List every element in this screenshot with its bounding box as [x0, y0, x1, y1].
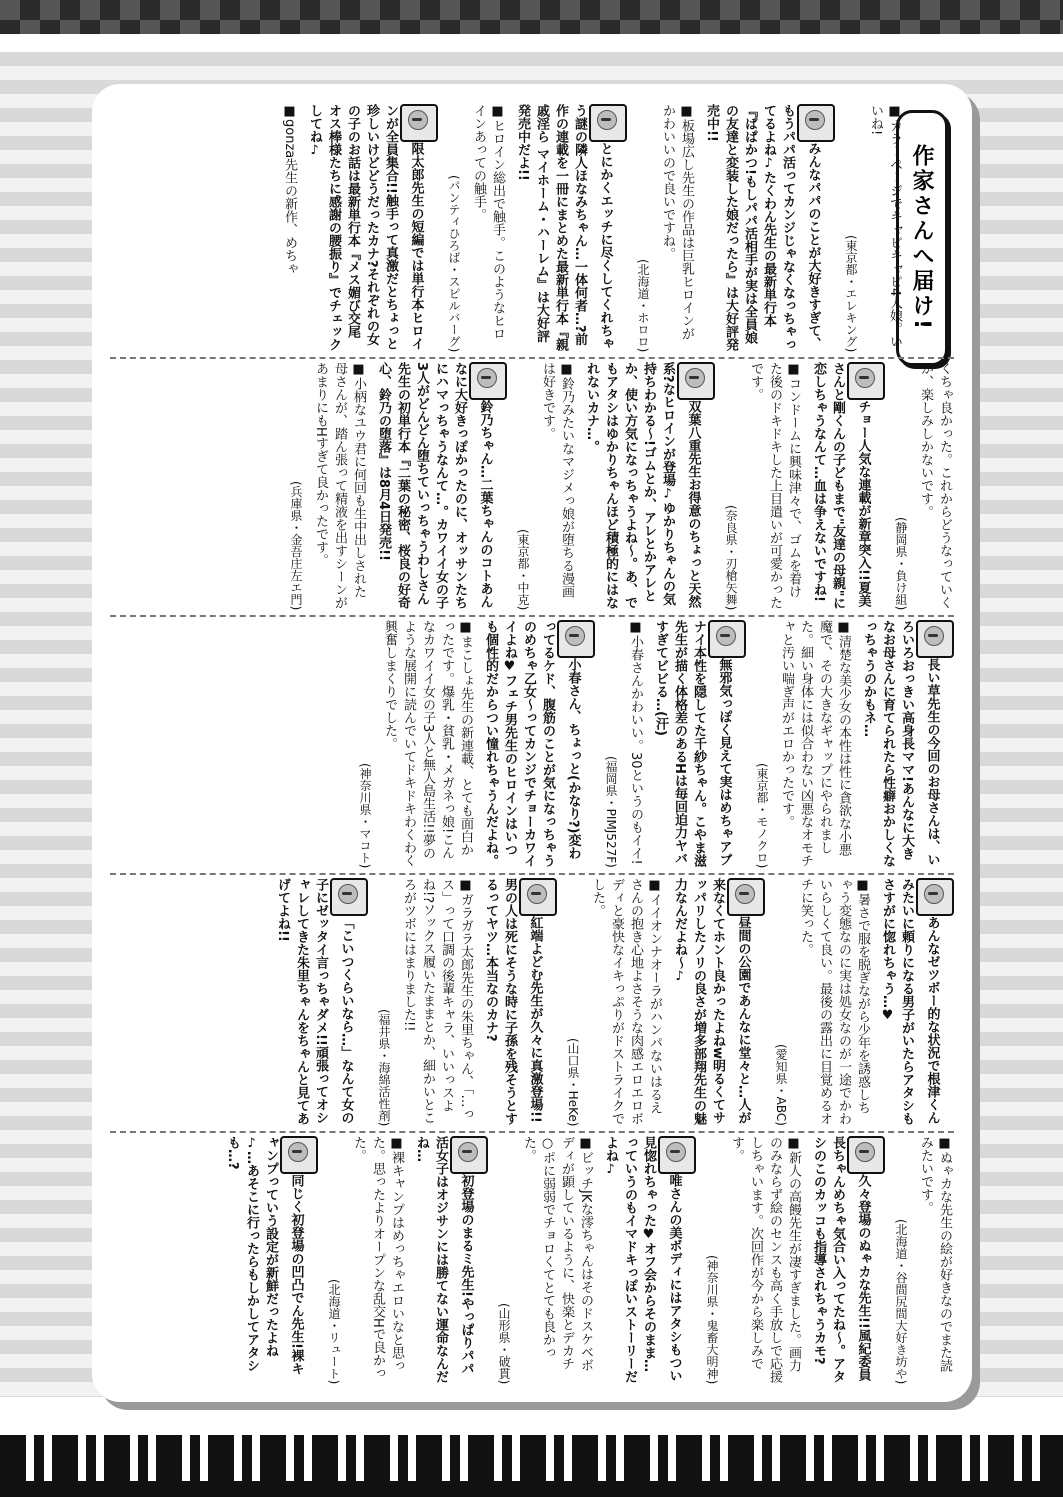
reply-text: みんなパパのことが大好きすぎて、もうパパ活ってカンジじゃなくなっちゃってるよね♪たくわん先生の最新単行本『ぱぱかつ!もしパパ活相手が実は全員娘の友達と変装した娘だったら』は大好評発売中!!: [704, 104, 821, 351]
reader-letter: ■暑さで服を脱ぎながら少年を誘惑しちゃう変態なのに実は処女なのが一途でかわいらしくて良い。最後の露出に目覚めるオチに笑った。: [798, 878, 870, 1125]
reply-text: 紅端よどむ先生が久々に真激登場!!男の人は死にそうな時に子孫を残そうとするってヤツ…本当なのカナ?: [483, 878, 543, 1125]
reader-letter: ■裸キャンプはめっちゃエロいなと思った。思ったよりオープンな乱交Hで良かった。: [351, 1136, 404, 1380]
reader-letter: くちゃ良かった。これからどうなっていくか、楽しみしかないです。: [918, 362, 952, 609]
reader-letter: ■ガラガラ太郎先生の朱里ちゃん、「…っス」って口調の後輩キャラ、いいっスよね!?ソックス履いたままとか、細かいところがツボにはまりました!!: [401, 878, 473, 1125]
mascot-avatar-icon: [400, 104, 438, 142]
author-reply: [481, 620, 595, 868]
letter-signature: (東京都・エレキング): [844, 234, 858, 352]
mascot-avatar-icon: [589, 104, 627, 142]
mascot-avatar-icon: [330, 878, 368, 916]
mascot-avatar-icon: [450, 1136, 488, 1174]
letter-signature: (福岡県・PIMJ527F): [604, 756, 618, 868]
reply-text: 双葉八重先生お得意のちょっと天然系?なヒロインが登場♪ゆかりちゃんの気持ちわかる〜!ゴムとか、アレとかアレとか、使い方気になっちゃうよね〜。あ、でもアタシはゆかりちゃんほど積極的にはなれないカナ…。: [584, 362, 701, 609]
letter-signature: (山形県・破貫): [497, 1302, 511, 1384]
reader-letter: ■イイオンナオーラがハンパないはるえさんの抱き心地よさそうな肉感エロエロボディと豪快なイキっぷりがドストライクでした。: [590, 878, 662, 1125]
reader-letter: ■小柄なユウ君に何回も生中出しされた母さんが、踏ん張って精液を出すシーンがあまりにもHすぎて良かったです。: [313, 362, 366, 609]
mascot-avatar-icon: [847, 1136, 885, 1174]
mascot-avatar-icon: [797, 104, 835, 142]
mascot-avatar-icon: [708, 620, 746, 658]
letter-signature: (福井県・海綿活性剤): [377, 1008, 391, 1126]
letter-signature: (静岡県・負け組): [894, 516, 908, 610]
reader-letter: ■まこしょ先生の新連載、とても面白かったです。爆乳・貧乳・メガネっ娘!こんなカワイイ女の子3人と無人島生活!!夢のような展開に読んでいてドキドキわくわく興奮しまくりでした。: [382, 620, 473, 867]
mascot-avatar-icon: [658, 1136, 696, 1174]
reply-text: 小春さん、ちょっと(かなり?)変わってるケド、腹筋のことが気になっちゃうのめちゃ乙女〜ってカンジでチョーカワイイよね♥フェチ男先生のヒロインはいつも個性的だからつい憧れちゃうんだよね。: [483, 620, 581, 867]
reader-letter: ■コンドームに興味津々で、ゴムを着けた後のドキドキした上目遣いが可愛かったです。: [748, 362, 801, 609]
reply-text: 長い草先生の今回のお母さんは、いろいろおっきい高身長ママ!あんなに大きなお母さんに育てられたら性癖おかしくなっちゃうのかもネ…: [861, 620, 940, 867]
author-reply: [582, 362, 715, 610]
reply-text: 唯さんの美ボディにはアタシもつい見惚れちゃった♥オフ会からそのまま…っていうのもイマドキっぽいストーリーだよね♪: [603, 1136, 682, 1383]
letter-signature: (奈良県・刃槍矢舞): [724, 504, 738, 610]
reply-text: 同じく初登場の凹凸でん先生!裸キャンプっていう設定が新鮮だったよね♪…あそこに行ったらもしかしてアタシも…?: [225, 1136, 304, 1375]
reader-letter: ■板場広し先生の作品は巨乳ヒロインがかわいいので良いですね。: [660, 104, 694, 340]
mascot-avatar-icon: [519, 878, 557, 916]
reader-letter: ■新人の高饅先生が凄すぎました。画力のみならず絵のセンスも高く手放しで応援しちゃいます。次回作が今から楽しみです。: [729, 1136, 801, 1383]
author-reply: [651, 620, 746, 868]
argyle-pattern: [0, 0, 1063, 34]
letters-card: [92, 84, 972, 1402]
reader-letter: ■gonza先生の新作、めちゃ: [282, 104, 297, 276]
top-decorative-band: [0, 0, 1063, 52]
letters-row-2: [110, 362, 954, 610]
mascot-avatar-icon: [280, 1136, 318, 1174]
letters-grid: [110, 104, 954, 1384]
author-reply: [374, 362, 507, 610]
author-reply: [670, 878, 765, 1126]
author-reply: [809, 362, 885, 610]
letters-row-4: [110, 878, 954, 1126]
reader-letter: ■カラーページでキャピキャピ4人娘。いいね!: [868, 104, 902, 349]
letter-signature: (神奈川県・鬼畜大明神): [705, 1254, 719, 1384]
mascot-avatar-icon: [727, 878, 765, 916]
author-reply: [809, 1136, 885, 1384]
reply-text: 「こいつくらいなら…」なんて女の子にゼッタイ言っちゃダメ!!頑張ってオシャレしてきた朱里ちゃんをちゃんと見てあげてよね!!: [275, 878, 354, 1125]
row-divider: [110, 615, 954, 617]
letters-row-3: [110, 620, 954, 868]
mascot-avatar-icon: [916, 878, 954, 916]
mascot-avatar-icon: [677, 362, 715, 400]
block-pattern: [0, 1435, 1063, 1481]
letter-signature: (北海道・谷間尻間大好き坊や): [894, 1218, 908, 1384]
letter-signature: (東京都・モノクロ): [755, 762, 769, 868]
reader-letter: ■鈴乃みたいなマジメっ娘が堕ちる漫画は好きです。: [540, 362, 574, 598]
letter-signature: (パンティひろば・スピルバーグ): [447, 174, 461, 352]
mascot-avatar-icon: [916, 620, 954, 658]
reader-letter: ■小春さんかわいい。30というのもイイ!: [628, 620, 643, 865]
reply-text: あんなゼツボー的な状況で根津くんみたいに頼りになる男子がいたらアタシもさすがに惚れちゃう…♥: [880, 878, 940, 1125]
letters-column: [110, 362, 954, 610]
author-reply: [223, 1136, 318, 1384]
reader-letter: ■ヒロイン総出で触手。このようなヒロインあっての触手。: [471, 104, 505, 340]
author-reply: [273, 878, 368, 1126]
author-reply: [513, 104, 627, 352]
letter-signature: (愛知県・ABC): [774, 1044, 788, 1126]
reply-text: 久々登場のぬゃカな先生!!風紀委員長ちゃんめちゃ気合い入ってたね〜。アタシのこのカッコも指導されちゃうカモ?: [811, 1136, 871, 1383]
mascot-avatar-icon: [557, 620, 595, 658]
letters-column: [110, 620, 954, 868]
reply-text: 昼間の公園であんなに堂々と…人が来なくてホント良かったよねw明るくてサッパリしたノリの良さが増多部翔先生の魅力なんだよね〜♪: [672, 878, 751, 1125]
author-reply: [481, 878, 557, 1126]
reply-text: 初登場のまるミ先生!やっぱりパパ活女子はオジサンには勝てない運命なんだね…: [414, 1136, 474, 1383]
reader-letter: ■清楚な美少女の本性は性に貪欲な小悪魔で、その大きなギャップにやられました。細い身体には似合わない凶悪なオモチャと汚い喘ぎ声がエロかったです。: [779, 620, 851, 867]
reply-text: とにかくエッチに尽くしてくれちゃう謎の隣人ほなみちゃん…一体何者…?前作の連載を一冊にまとめた最新単行本『親戚淫ら マイホーム・ハーレム』は大好評発売中だよ!!: [515, 104, 613, 351]
mascot-avatar-icon: [847, 362, 885, 400]
letters-column: [110, 878, 954, 1126]
bottom-decorative-band: [0, 1397, 1063, 1500]
letter-signature: (山口県・HeKe): [566, 1037, 580, 1126]
reply-text: 無邪気っぽく見えて実はめちゃアブナイ本性を隠してた千紗ちゃん。こやま滋先生が描く体格差のあるHは毎回迫力ヤバすぎてビビる…(汗): [653, 620, 732, 867]
row-divider: [110, 357, 954, 359]
page-title: 作家さんへ届け!: [896, 110, 948, 366]
mascot-avatar-icon: [469, 362, 507, 400]
author-reply: [878, 878, 954, 1126]
author-reply: [702, 104, 835, 352]
letters-column: [110, 104, 904, 352]
reader-letter: ■ビッチJKな澪ちゃんはそのドスケベボディが顕しているように、快楽とデカチ○ポに弱弱でチョロくてとても良かった。: [521, 1136, 593, 1372]
letters-row-1: [110, 104, 954, 352]
letter-signature: (北海道・ホロロ): [636, 258, 650, 352]
letter-signature: (北海道・リュート): [327, 1278, 341, 1384]
author-reply: [305, 104, 438, 352]
letters-column: [110, 1136, 954, 1384]
author-reply: [601, 1136, 696, 1384]
row-divider: [110, 873, 954, 875]
reply-text: 鈴乃ちゃん…二葉ちゃんのコトあんなに大好きっぽかったのに、オッサンたちにハマっちゃうなんて…。カワイイ女の子3人がどんどん堕ちていっちゃうわしさん先生の初単行本『二葉の秘密、桜良の好奇心、鈴乃の堕落』は8月4日発売!!: [376, 362, 493, 609]
reply-text: 限太郎先生の短編では単行本ヒロインが全員集合!!触手って真激だとちょっと珍しいけどどうだったカナ?それぞれの女の子のお話は最新単行本『メス媚び交尾 オス棒様たちに感謝の腰振り』でチェックしてね♪: [307, 104, 424, 351]
letter-signature: (神奈川県・マコト): [358, 762, 372, 868]
bottom-bar: [0, 1481, 1063, 1497]
letter-signature: (兵庫県・金吾庄左エ門): [289, 480, 303, 610]
author-reply: [859, 620, 954, 868]
letter-signature: (東京都・中克): [516, 528, 530, 610]
reader-letter: ■ぬゃカな先生の絵が好きなのでまた読みたいです。: [918, 1136, 952, 1372]
author-reply: [412, 1136, 488, 1384]
row-divider: [110, 1131, 954, 1133]
reply-text: チョー人気な連載が新章突入!!夏美さんと剛くんの子どもまで"友達の母親"に恋しちゃうなんて…血は争えないですね!: [811, 362, 871, 610]
letters-row-5: [110, 1136, 954, 1384]
